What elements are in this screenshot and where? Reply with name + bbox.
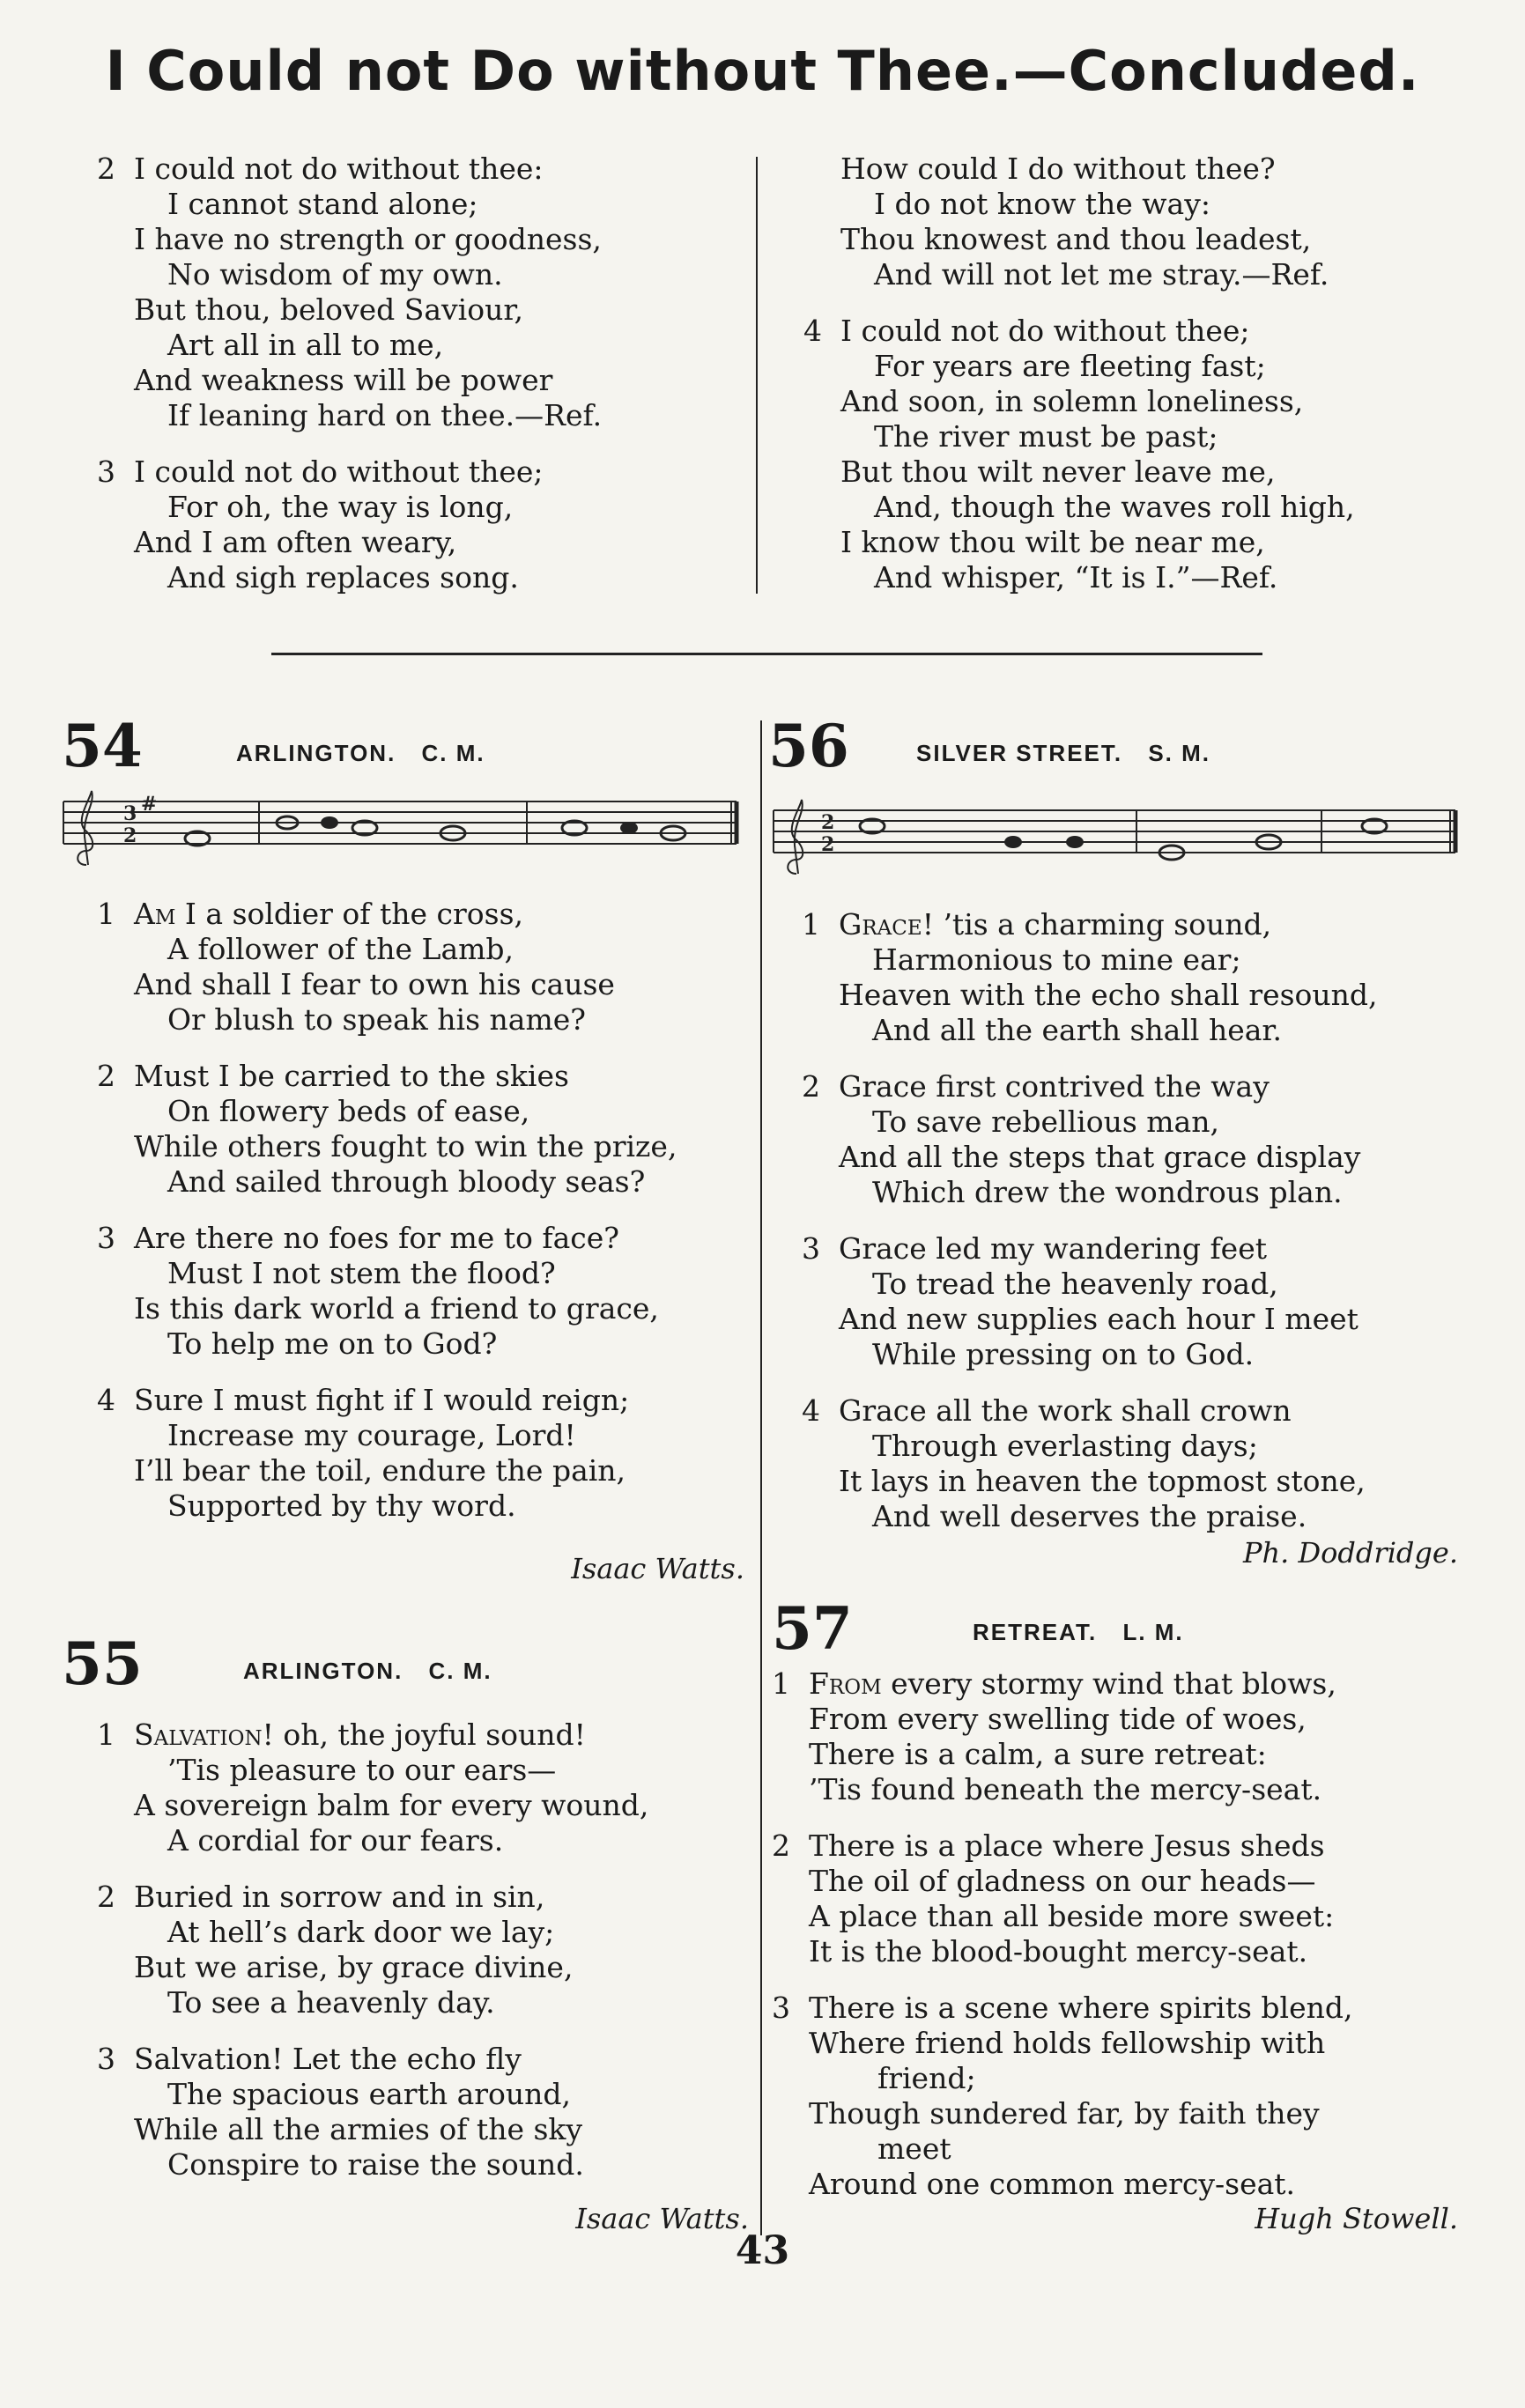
svg-text:2: 2 (123, 824, 137, 847)
verse-line: While others fought to win the prize, (134, 1129, 677, 1163)
stanza (772, 1828, 1352, 1969)
verse-number: 3 (97, 454, 115, 489)
verse-line: But thou, beloved Saviour, (134, 292, 523, 327)
hymn-55-author: Isaac Watts. (575, 2202, 749, 2235)
page-title: I Could not Do without Thee.—Concluded. (105, 39, 1420, 103)
verse-line: Is this dark world a friend to grace, (134, 1291, 659, 1326)
verse-line: Supported by thy word. (167, 1488, 516, 1523)
verse-number: 3 (97, 2042, 115, 2076)
svg-text:2: 2 (821, 833, 835, 856)
verse-line: And will not let me stray.—Ref. (874, 257, 1329, 292)
verse-line: And weakness will be power (134, 363, 553, 397)
verse-line: And, though the waves roll high, (874, 490, 1355, 524)
hymn-57-meter: L. M. (1122, 1619, 1184, 1645)
verse-line: Buried in sorrow and in sin, (134, 1880, 545, 1914)
verse-line: Must I not stem the flood? (167, 1256, 556, 1290)
verse-line: I could not do without thee; (840, 314, 1250, 348)
verse-line: A sovereign balm for every wound, (134, 1788, 649, 1822)
stanza (97, 151, 602, 433)
verse-line: A cordial for our fears. (167, 1823, 504, 1858)
verse-line: Grace first contrived the way (839, 1069, 1270, 1104)
verse-line: Conspire to raise the sound. (167, 2147, 584, 2182)
hymn-56-music-staff (766, 793, 1462, 898)
verse-line: Thou knowest and thou leadest, (840, 222, 1312, 256)
verse-line: On flowery beds of ease, (167, 1094, 530, 1128)
verse-line: Am I a soldier of the cross, (134, 897, 523, 931)
verse-line: Salvation! oh, the joyful sound! (134, 1717, 586, 1752)
verse-line: But thou wilt never leave me, (840, 454, 1276, 489)
verse-line: And I am often weary, (134, 525, 457, 559)
stanza (803, 314, 1355, 595)
verse-line: I could not do without thee: (134, 151, 544, 186)
verse-line: While pressing on to God. (872, 1337, 1255, 1371)
verse-line: Heaven with the echo shall resound, (839, 978, 1378, 1012)
verse-line: friend; (877, 2061, 976, 2095)
verse-line: Grace! ’tis a charming sound, (839, 907, 1272, 942)
verse-line: And all the earth shall hear. (872, 1013, 1283, 1047)
verse-line: Salvation! Let the echo fly (134, 2042, 522, 2076)
hymn-54-music-staff (56, 784, 744, 890)
stanza (802, 1231, 1378, 1372)
verse-line: From every swelling tide of woes, (809, 1702, 1307, 1736)
verse-line: And sailed through bloody seas? (167, 1164, 646, 1199)
verse-line: There is a calm, a sure retreat: (809, 1737, 1267, 1771)
verse-line: While all the armies of the sky (134, 2112, 583, 2146)
svg-text:3: 3 (123, 802, 137, 825)
verse-line: ’Tis pleasure to our ears— (167, 1753, 557, 1787)
verse-line: I’ll bear the toil, endure the pain, (134, 1453, 626, 1488)
hymn-55-tune: ARLINGTON. (243, 1658, 403, 1684)
verse-line: The river must be past; (874, 419, 1218, 454)
verse-line: Harmonious to mine ear; (872, 942, 1241, 977)
verse-line: But we arise, by grace divine, (134, 1950, 574, 1984)
verse-line: For oh, the way is long, (167, 490, 514, 524)
hymn-55-verses (97, 1717, 648, 2204)
svg-text:2: 2 (821, 811, 835, 834)
stanza (772, 1666, 1352, 1807)
stanza (97, 2042, 648, 2183)
hymn-54-heading (236, 740, 485, 767)
verse-number: 3 (772, 1991, 790, 2025)
verse-number: 2 (97, 1059, 115, 1093)
verse-number: 2 (97, 1880, 115, 1914)
verse-number: 1 (772, 1666, 790, 1701)
verse-line: Increase my courage, Lord! (167, 1418, 576, 1452)
verse-line: The spacious earth around, (167, 2077, 572, 2111)
hymn-55-meter: C. M. (428, 1658, 492, 1684)
stanza (802, 1393, 1378, 1534)
hymn-54-meter: C. M. (421, 740, 485, 766)
verse-line: Through everlasting days; (872, 1429, 1258, 1463)
stanza (802, 907, 1378, 1048)
verse-line: Grace all the work shall crown (839, 1393, 1292, 1428)
hymn-54-verses (97, 897, 677, 1545)
verse-number: 4 (802, 1393, 820, 1428)
verse-line: Sure I must fight if I would reign; (134, 1383, 630, 1417)
svg-text:#: # (141, 793, 158, 816)
verse-line: Must I be carried to the skies (134, 1059, 569, 1093)
stanza (772, 1991, 1352, 2202)
stanza (97, 1383, 677, 1524)
verse-number: 4 (803, 314, 822, 348)
hymn-55-heading (243, 1658, 492, 1685)
verse-line: Or blush to speak his name? (167, 1002, 586, 1037)
verse-line: Grace led my wandering feet (839, 1231, 1267, 1266)
stanza (97, 897, 677, 1038)
verse-number: 3 (97, 1221, 115, 1255)
hymn-56-meter: S. M. (1148, 740, 1211, 766)
column-divider-top (756, 157, 758, 594)
verse-line: Though sundered far, by faith they (809, 2096, 1320, 2131)
verse-line: How could I do without thee? (840, 151, 1276, 186)
column-divider-bottom (760, 720, 762, 2235)
top-left-stanzas (97, 151, 602, 617)
verse-line: There is a scene where spirits blend, (809, 1991, 1353, 2025)
verse-line: I know thou wilt be near me, (840, 525, 1265, 559)
verse-line: I cannot stand alone; (167, 187, 478, 221)
hymn-56-verses (802, 907, 1378, 1555)
hymn-56-heading (916, 740, 1210, 767)
verse-number: 3 (802, 1231, 820, 1266)
hymn-55-number: 55 (62, 1629, 143, 1698)
verse-line: And well deserves the praise. (872, 1499, 1307, 1533)
page-number: 43 (735, 2228, 790, 2273)
verse-line: To see a heavenly day. (167, 1985, 495, 2020)
verse-line: For years are fleeting fast; (874, 349, 1266, 383)
verse-line: If leaning hard on thee.—Ref. (167, 398, 603, 432)
verse-line: meet (877, 2131, 951, 2166)
hymn-57-author: Hugh Stowell. (1255, 2202, 1458, 2235)
verse-line: It is the blood-bought mercy-seat. (809, 1934, 1308, 1969)
verse-line: To tread the heavenly road, (872, 1267, 1278, 1301)
verse-line: ’Tis found beneath the mercy-seat. (809, 1772, 1322, 1806)
hymn-57-number: 57 (772, 1594, 853, 1663)
verse-number: 1 (97, 897, 115, 931)
verse-line: The oil of gladness on our heads— (809, 1864, 1316, 1898)
verse-number: 2 (97, 151, 115, 186)
verse-line: And soon, in solemn loneliness, (840, 384, 1304, 418)
verse-line: Art all in all to me, (167, 328, 444, 362)
section-divider (271, 653, 1262, 655)
hymn-57-tune: RETREAT. (973, 1619, 1098, 1645)
verse-line: I do not know the way: (874, 187, 1210, 221)
verse-line: Which drew the wondrous plan. (872, 1175, 1343, 1209)
verse-line: To help me on to God? (167, 1326, 498, 1361)
verse-line: Are there no foes for me to face? (134, 1221, 619, 1255)
verse-number: 1 (802, 907, 820, 942)
verse-number: 2 (802, 1069, 820, 1104)
verse-line: A place than all beside more sweet: (809, 1899, 1335, 1933)
top-right-stanzas (803, 151, 1355, 617)
hymn-57-verses (772, 1666, 1352, 2223)
hymn-54-author: Isaac Watts. (571, 1552, 744, 1585)
verse-line: And whisper, “It is I.”—Ref. (874, 560, 1278, 595)
verse-line: At hell’s dark door we lay; (167, 1915, 555, 1949)
verse-number: 1 (97, 1717, 115, 1752)
stanza (97, 1880, 648, 2020)
hymn-57-heading (973, 1619, 1184, 1646)
hymn-54-number: 54 (62, 712, 143, 780)
stanza (97, 1717, 648, 1858)
verse-line: It lays in heaven the topmost stone, (839, 1464, 1366, 1498)
verse-number: 4 (97, 1383, 115, 1417)
verse-line: Where friend holds fellowship with (809, 2026, 1326, 2060)
verse-line: And shall I fear to own his cause (134, 967, 615, 1001)
verse-line: There is a place where Jesus sheds (809, 1828, 1325, 1863)
verse-number: 2 (772, 1828, 790, 1863)
hymn-54-tune: ARLINGTON. (236, 740, 396, 766)
verse-line: A follower of the Lamb, (167, 932, 515, 966)
verse-line: And all the steps that grace display (839, 1140, 1361, 1174)
verse-line: And new supplies each hour I meet (839, 1302, 1358, 1336)
verse-line: No wisdom of my own. (167, 257, 503, 292)
stanza (97, 1059, 677, 1200)
hymn-56-author: Ph. Doddridge. (1243, 1536, 1458, 1570)
stanza (803, 151, 1355, 292)
verse-line: I could not do without thee; (134, 454, 544, 489)
verse-line: Around one common mercy-seat. (809, 2167, 1296, 2201)
stanza (802, 1069, 1378, 1210)
hymn-56-tune: SILVER STREET. (916, 740, 1123, 766)
hymn-56-number: 56 (768, 712, 849, 780)
verse-line: To save rebellious man, (872, 1104, 1219, 1139)
verse-line: From every stormy wind that blows, (809, 1666, 1336, 1701)
stanza (97, 1221, 677, 1362)
verse-line: And sigh replaces song. (167, 560, 519, 595)
stanza (97, 454, 602, 595)
verse-line: I have no strength or goodness, (134, 222, 602, 256)
